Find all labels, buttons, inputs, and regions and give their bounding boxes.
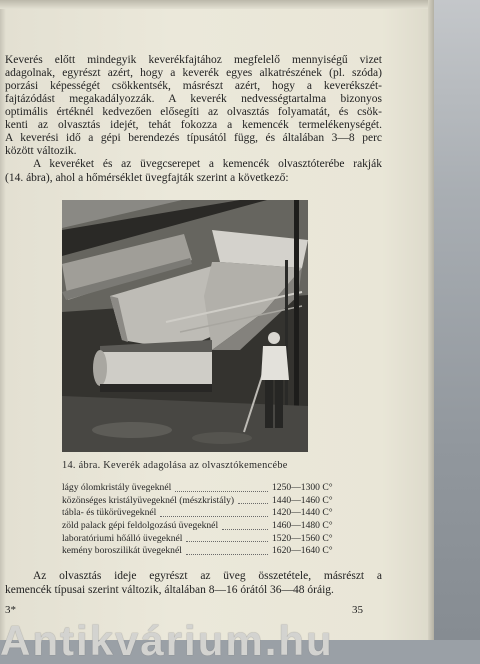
dot-leader (186, 553, 268, 555)
list-item (62, 545, 346, 558)
paragraph-mixing (5, 54, 382, 158)
paragraph-melting-time (5, 570, 382, 597)
figure-photo (62, 200, 308, 452)
text-line: kemencék típusai szerint változik, általában 8—16 órától 36—48 óráig. (5, 583, 334, 596)
worker-head (268, 332, 280, 344)
text-line: között változik. (5, 145, 77, 157)
dot-leader (222, 528, 268, 530)
temperature-list (62, 482, 346, 558)
list-item (62, 507, 346, 520)
drum-end (93, 350, 107, 386)
temperature-range: 1620—1640 C° (272, 545, 333, 557)
glass-type: lágy ólomkristály üvegeknél (62, 481, 172, 493)
dot-leader (160, 515, 268, 517)
text-line: (14. ábra), ahol a hőmérséklet üvegfajták szerint a következő: (5, 172, 289, 184)
text-line: A keveréket és az üvegcserepet a kemencék olvasztóterébe rakják (33, 158, 382, 170)
page-top-edge (0, 0, 434, 9)
text-line: Keverés előtt mindegyik keverékfajtához megfelelő mennyiségű vizet (5, 54, 382, 66)
text-line: adagolnak, egyrészt azért, hogy a keverék egyes alkatrészének (pl. szóda) (5, 67, 382, 79)
glass-type: zöld palack gépi feldolgozású üvegeknél (62, 520, 219, 532)
text-line: Az olvasztás ideje egyrészt az üveg összetétele, másrészt a (33, 570, 382, 582)
text-line: A keverési idő a gépi berendezés típusától függ, és általában 3—8 perc (5, 132, 382, 144)
drum-shadow (100, 384, 212, 392)
temperature-range: 1520—1560 C° (272, 532, 333, 544)
list-item (62, 520, 346, 533)
text-line: optimális értéknél kedvezően elősegíti az olvasztás folyamatát, és csök- (5, 106, 382, 118)
background-surface (432, 0, 480, 640)
dot-leader (186, 540, 268, 542)
worker-leg (265, 380, 273, 428)
list-item (62, 495, 346, 508)
watermark-text: Antikvárium.hu (0, 617, 334, 664)
glass-type: közönséges kristályüvegeknél (mészkristály) (62, 494, 235, 506)
list-item (62, 533, 346, 546)
mixing-drum (100, 352, 212, 386)
glass-type: kemény boroszilikát üvegeknél (62, 545, 182, 557)
glass-type: laboratóriumi hőálló üvegeknél (62, 532, 183, 544)
temperature-range: 1440—1460 C° (272, 494, 333, 506)
figure-caption: 14. ábra. Keverék adagolása az olvasztókemencébe (62, 460, 288, 471)
page-edge-fold (428, 0, 434, 640)
temperature-range: 1420—1440 C° (272, 507, 333, 519)
text-line: kenti az olvasztás idejét, tehát fokozza a kemencék termelékenységét. (5, 119, 382, 131)
temperature-range: 1460—1480 C° (272, 520, 333, 532)
floor-debris (192, 432, 252, 444)
worker-leg (275, 380, 283, 428)
list-item (62, 482, 346, 495)
signature-mark: 3* (5, 604, 16, 616)
text-line: porzási képességét csökkentsék, másrészt azért, hogy a keverékszét- (5, 80, 382, 92)
dot-leader (175, 490, 268, 492)
page-number: 35 (352, 604, 363, 616)
watermark (0, 617, 480, 664)
worker-shirt (261, 346, 289, 380)
floor-debris (92, 422, 172, 438)
dot-leader (238, 502, 268, 504)
glass-type: tábla- és tükörüvegeknél (62, 507, 157, 519)
paragraph-furnace-loading (5, 157, 382, 185)
text-line: fajtázódást megakadályozzák. A keverék nedvességtartalma bizonyos (5, 93, 382, 105)
temperature-range: 1250—1300 C° (272, 481, 333, 493)
